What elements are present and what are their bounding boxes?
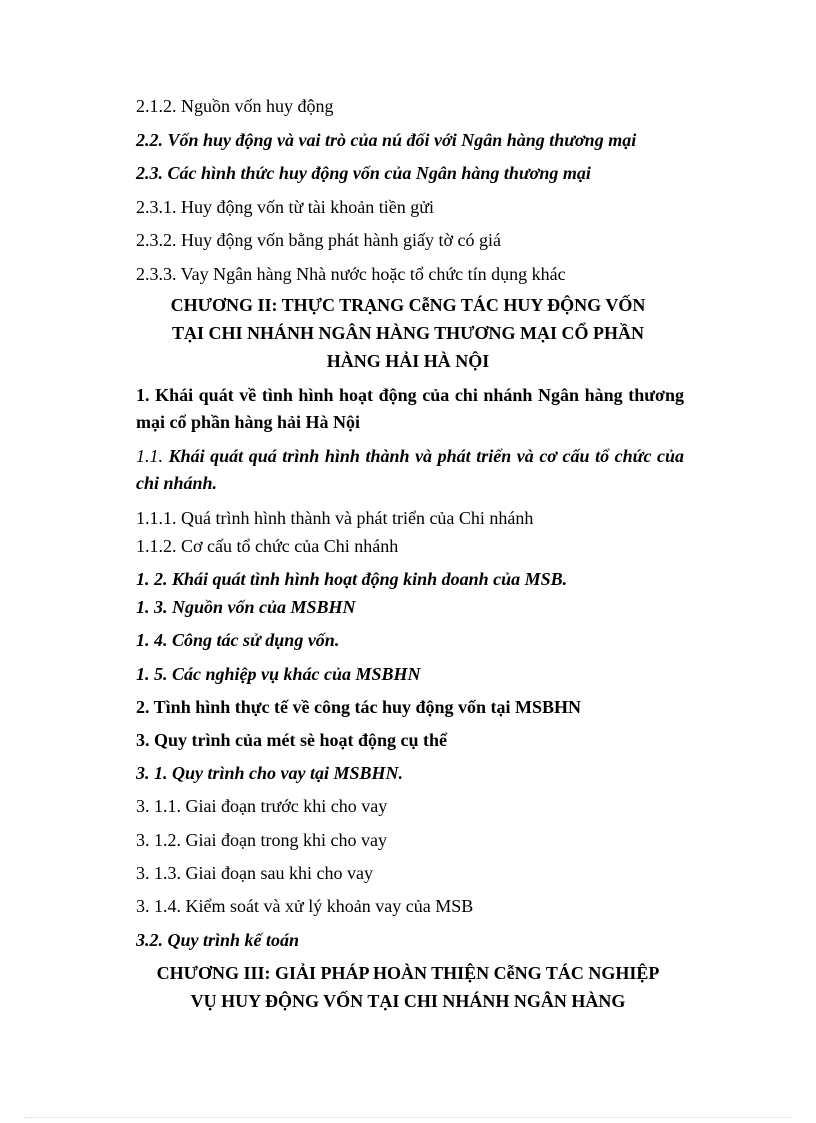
toc-heading-2-2: 2.2. Vốn huy động và vai trò của nú đối với Ngân hàng thương mại xyxy=(136,130,637,150)
toc-line-2-3-1: 2.3.1. Huy động vốn từ tài khoản tiền gửi xyxy=(136,197,434,217)
toc-line-1-1-1: 1.1.1. Quá trình hình thành và phát triển của Chi nhánh xyxy=(136,508,534,528)
toc-line-1-1-2: 1.1.2. Cơ cấu tổ chức của Chi nhánh xyxy=(136,536,399,556)
toc-line-3-1-2: 3. 1.2. Giai đoạn trong khi cho vay xyxy=(136,830,387,850)
toc-line-3-1-1: 3. 1.1. Giai đoạn trước khi cho vay xyxy=(136,796,388,816)
toc-heading-1-2: 1. 2. Khái quát tình hình hoạt động kinh doanh của MSB. xyxy=(136,569,568,589)
toc-heading-3-2: 3.2. Quy trình kế toán xyxy=(136,930,300,950)
chapter-2-title-line-1: CHƯƠNG II: THỰC TRẠNG CễNG TÁC HUY ĐỘNG VỐN xyxy=(170,295,646,315)
toc-line-3-1-4: 3. 1.4. Kiểm soát và xử lý khoản vay của MSB xyxy=(136,896,474,916)
page-bottom-divider xyxy=(24,1117,792,1118)
toc-heading-3-1: 3. 1. Quy trình cho vay tại MSBHN. xyxy=(136,763,404,783)
chapter-3-title-line-1: CHƯƠNG III: GIẢI PHÁP HOÀN THIỆN CễNG TÁC NGHIỆP xyxy=(156,963,660,983)
toc-line-2-1-2: 2.1.2. Nguồn vốn huy động xyxy=(136,96,334,116)
toc-heading-1-4: 1. 4. Công tác sử dụng vốn. xyxy=(136,630,340,650)
toc-section-1: 1. Khái quát về tình hình hoạt động của chi nhánh Ngân hàng thương mại cổ phần hàng hải Hà Nội xyxy=(136,385,684,432)
section-1-1-text: Khái quát quá trình hình thành và phát triển và cơ cấu tổ chức của chi nhánh. xyxy=(136,446,684,493)
toc-heading-1-5: 1. 5. Các nghiệp vụ khác của MSBHN xyxy=(136,664,421,684)
toc-heading-2-3: 2.3. Các hình thức huy động vốn của Ngân hàng thương mại xyxy=(136,163,591,183)
toc-heading-1-3: 1. 3. Nguồn vốn của MSBHN xyxy=(136,597,356,617)
toc-section-1-1 xyxy=(136,443,684,497)
toc-line-2-3-3: 2.3.3. Vay Ngân hàng Nhà nước hoặc tổ chức tín dụng khác xyxy=(136,264,566,284)
toc-line-2-3-2: 2.3.2. Huy động vốn bằng phát hành giấy tờ có giá xyxy=(136,230,501,250)
toc-section-2: 2. Tình hình thực tế về công tác huy động vốn tại MSBHN xyxy=(136,697,582,717)
chapter-2-title-line-2: TẠI CHI NHÁNH NGÂN HÀNG THƯƠNG MẠI CỔ PHẦN xyxy=(171,323,644,343)
toc-line-3-1-3: 3. 1.3. Giai đoạn sau khi cho vay xyxy=(136,863,373,883)
chapter-3-title-line-2: VỤ HUY ĐỘNG VỐN TẠI CHI NHÁNH NGÂN HÀNG xyxy=(190,991,626,1011)
toc-section-3: 3. Quy trình của mét sè hoạt động cụ thể xyxy=(136,730,448,750)
section-1-1-number: 1.1. xyxy=(136,446,163,466)
chapter-2-title-line-3: HÀNG HẢI HÀ NỘI xyxy=(326,351,490,371)
